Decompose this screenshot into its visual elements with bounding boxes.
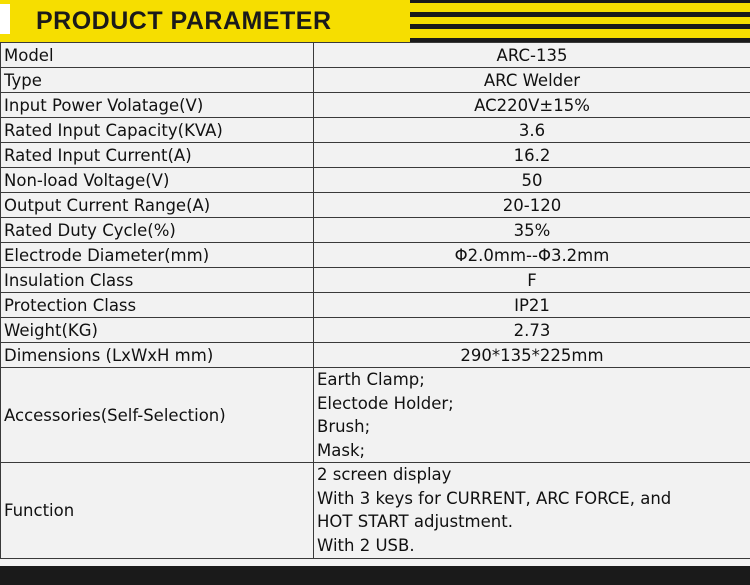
decorative-stripe (410, 3, 750, 12)
function-description (314, 463, 750, 559)
table-row (1, 43, 750, 68)
spec-value: 50 (314, 168, 750, 193)
function-label: Function (1, 463, 314, 559)
spec-value: ARC-135 (314, 43, 750, 68)
table-row (1, 168, 750, 193)
page-title: PRODUCT PARAMETER (36, 7, 332, 35)
title-notch (0, 4, 10, 34)
spec-value: 16.2 (314, 143, 750, 168)
table-row (1, 318, 750, 343)
accessory-item: Mask; (317, 440, 366, 460)
spec-value: 290*135*225mm (314, 343, 750, 368)
accessory-item: Earth Clamp; (317, 370, 425, 389)
spec-value: IP21 (314, 293, 750, 318)
table-row (1, 343, 750, 368)
spec-value: 35% (314, 218, 750, 243)
spec-label: Insulation Class (1, 268, 314, 293)
spec-label: Non-load Voltage(V) (1, 168, 314, 193)
bottom-bar (0, 566, 750, 585)
table-row-function (1, 463, 750, 559)
decorative-stripe (410, 17, 750, 24)
accessory-item: Brush; (317, 417, 371, 436)
table-row (1, 268, 750, 293)
spec-value: AC220V±15% (314, 93, 750, 118)
table-row (1, 243, 750, 268)
table-row (1, 293, 750, 318)
accessories-label: Accessories(Self-Selection) (1, 368, 314, 463)
table-row (1, 118, 750, 143)
function-line: 2 screen display (317, 465, 452, 484)
title-banner (0, 0, 410, 42)
spec-label: Input Power Volatage(V) (1, 93, 314, 118)
table-row (1, 93, 750, 118)
spec-value: ARC Welder (314, 68, 750, 93)
table-row (1, 193, 750, 218)
spec-value: 20-120 (314, 193, 750, 218)
accessories-list (314, 368, 750, 463)
spec-value: Φ2.0mm--Φ3.2mm (314, 243, 750, 268)
function-line: With 3 keys for CURRENT, ARC FORCE, and (317, 488, 672, 508)
spec-label: Output Current Range(A) (1, 193, 314, 218)
table-row-accessories (1, 368, 750, 463)
spec-table-container (0, 42, 750, 566)
spec-label: Rated Input Capacity(KVA) (1, 118, 314, 143)
spec-label: Model (1, 43, 314, 68)
accessory-item: Electode Holder; (317, 393, 454, 413)
spec-label: Rated Duty Cycle(%) (1, 218, 314, 243)
spec-label: Rated Input Current(A) (1, 143, 314, 168)
table-row (1, 218, 750, 243)
spec-label: Electrode Diameter(mm) (1, 243, 314, 268)
header (0, 0, 750, 42)
spec-label: Weight(KG) (1, 318, 314, 343)
spec-value: 3.6 (314, 118, 750, 143)
decorative-stripe (410, 29, 750, 38)
spec-label: Type (1, 68, 314, 93)
spec-value: F (314, 268, 750, 293)
spec-table (0, 42, 750, 559)
spec-label: Dimensions (LxWxH mm) (1, 343, 314, 368)
spec-label: Protection Class (1, 293, 314, 318)
function-line: HOT START adjustment. (317, 512, 513, 531)
spec-value: 2.73 (314, 318, 750, 343)
table-row (1, 68, 750, 93)
table-row (1, 143, 750, 168)
function-line: With 2 USB. (317, 535, 415, 555)
